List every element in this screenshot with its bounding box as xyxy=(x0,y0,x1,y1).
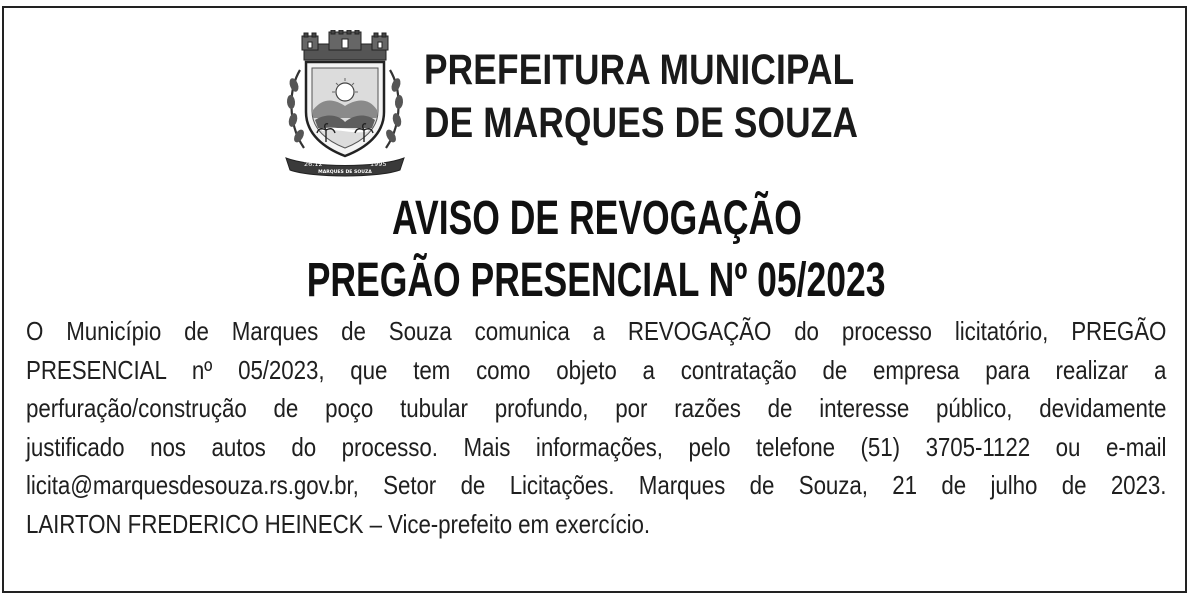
body-line: justificado nos autos do processo. Mais informações, pelo telefone (51) 3705-1122 ou e-mail xyxy=(26,431,1167,462)
crest-year-right: 1995 xyxy=(370,160,387,168)
notice-title-line2 xyxy=(0,252,1193,310)
municipal-coat-of-arms-icon xyxy=(282,30,408,180)
body-line: PRESENCIAL nº 05/2023, que tem como objeto a contratação de empresa para realizar a xyxy=(26,354,1167,385)
body-line: licita@marquesdesouza.rs.gov.br, Setor de Licitações. Marques de Souza, 21 de julho de 2023. xyxy=(26,470,1167,500)
notice-body-paragraph xyxy=(26,312,1166,543)
notice-title-line1 xyxy=(0,190,1193,248)
notice-subtitle-text: PREGÃO PRESENCIAL Nº 05/2023 xyxy=(307,254,886,307)
municipality-title-line1: PREFEITURA MUNICIPAL xyxy=(424,46,855,94)
body-line: perfuração/construção de poço tubular profundo, por razões de interesse público, devidamente xyxy=(26,393,1167,423)
crest-year-left: 26.12 xyxy=(304,160,323,168)
signature-line: LAIRTON FREDERICO HEINECK – Vice-prefeito em exercício. xyxy=(26,508,651,539)
notice-title-text: AVISO DE REVOGAÇÃO xyxy=(391,192,802,245)
notice-body xyxy=(26,312,1166,543)
body-line: O Município de Marques de Souza comunica a REVOGAÇÃO do processo licitatório, PREGÃO xyxy=(26,316,1167,346)
municipality-title xyxy=(424,44,858,150)
crest-banner-text: MARQUES DE SOUZA xyxy=(318,170,372,175)
municipality-title-line2: DE MARQUES DE SOUZA xyxy=(424,99,859,147)
